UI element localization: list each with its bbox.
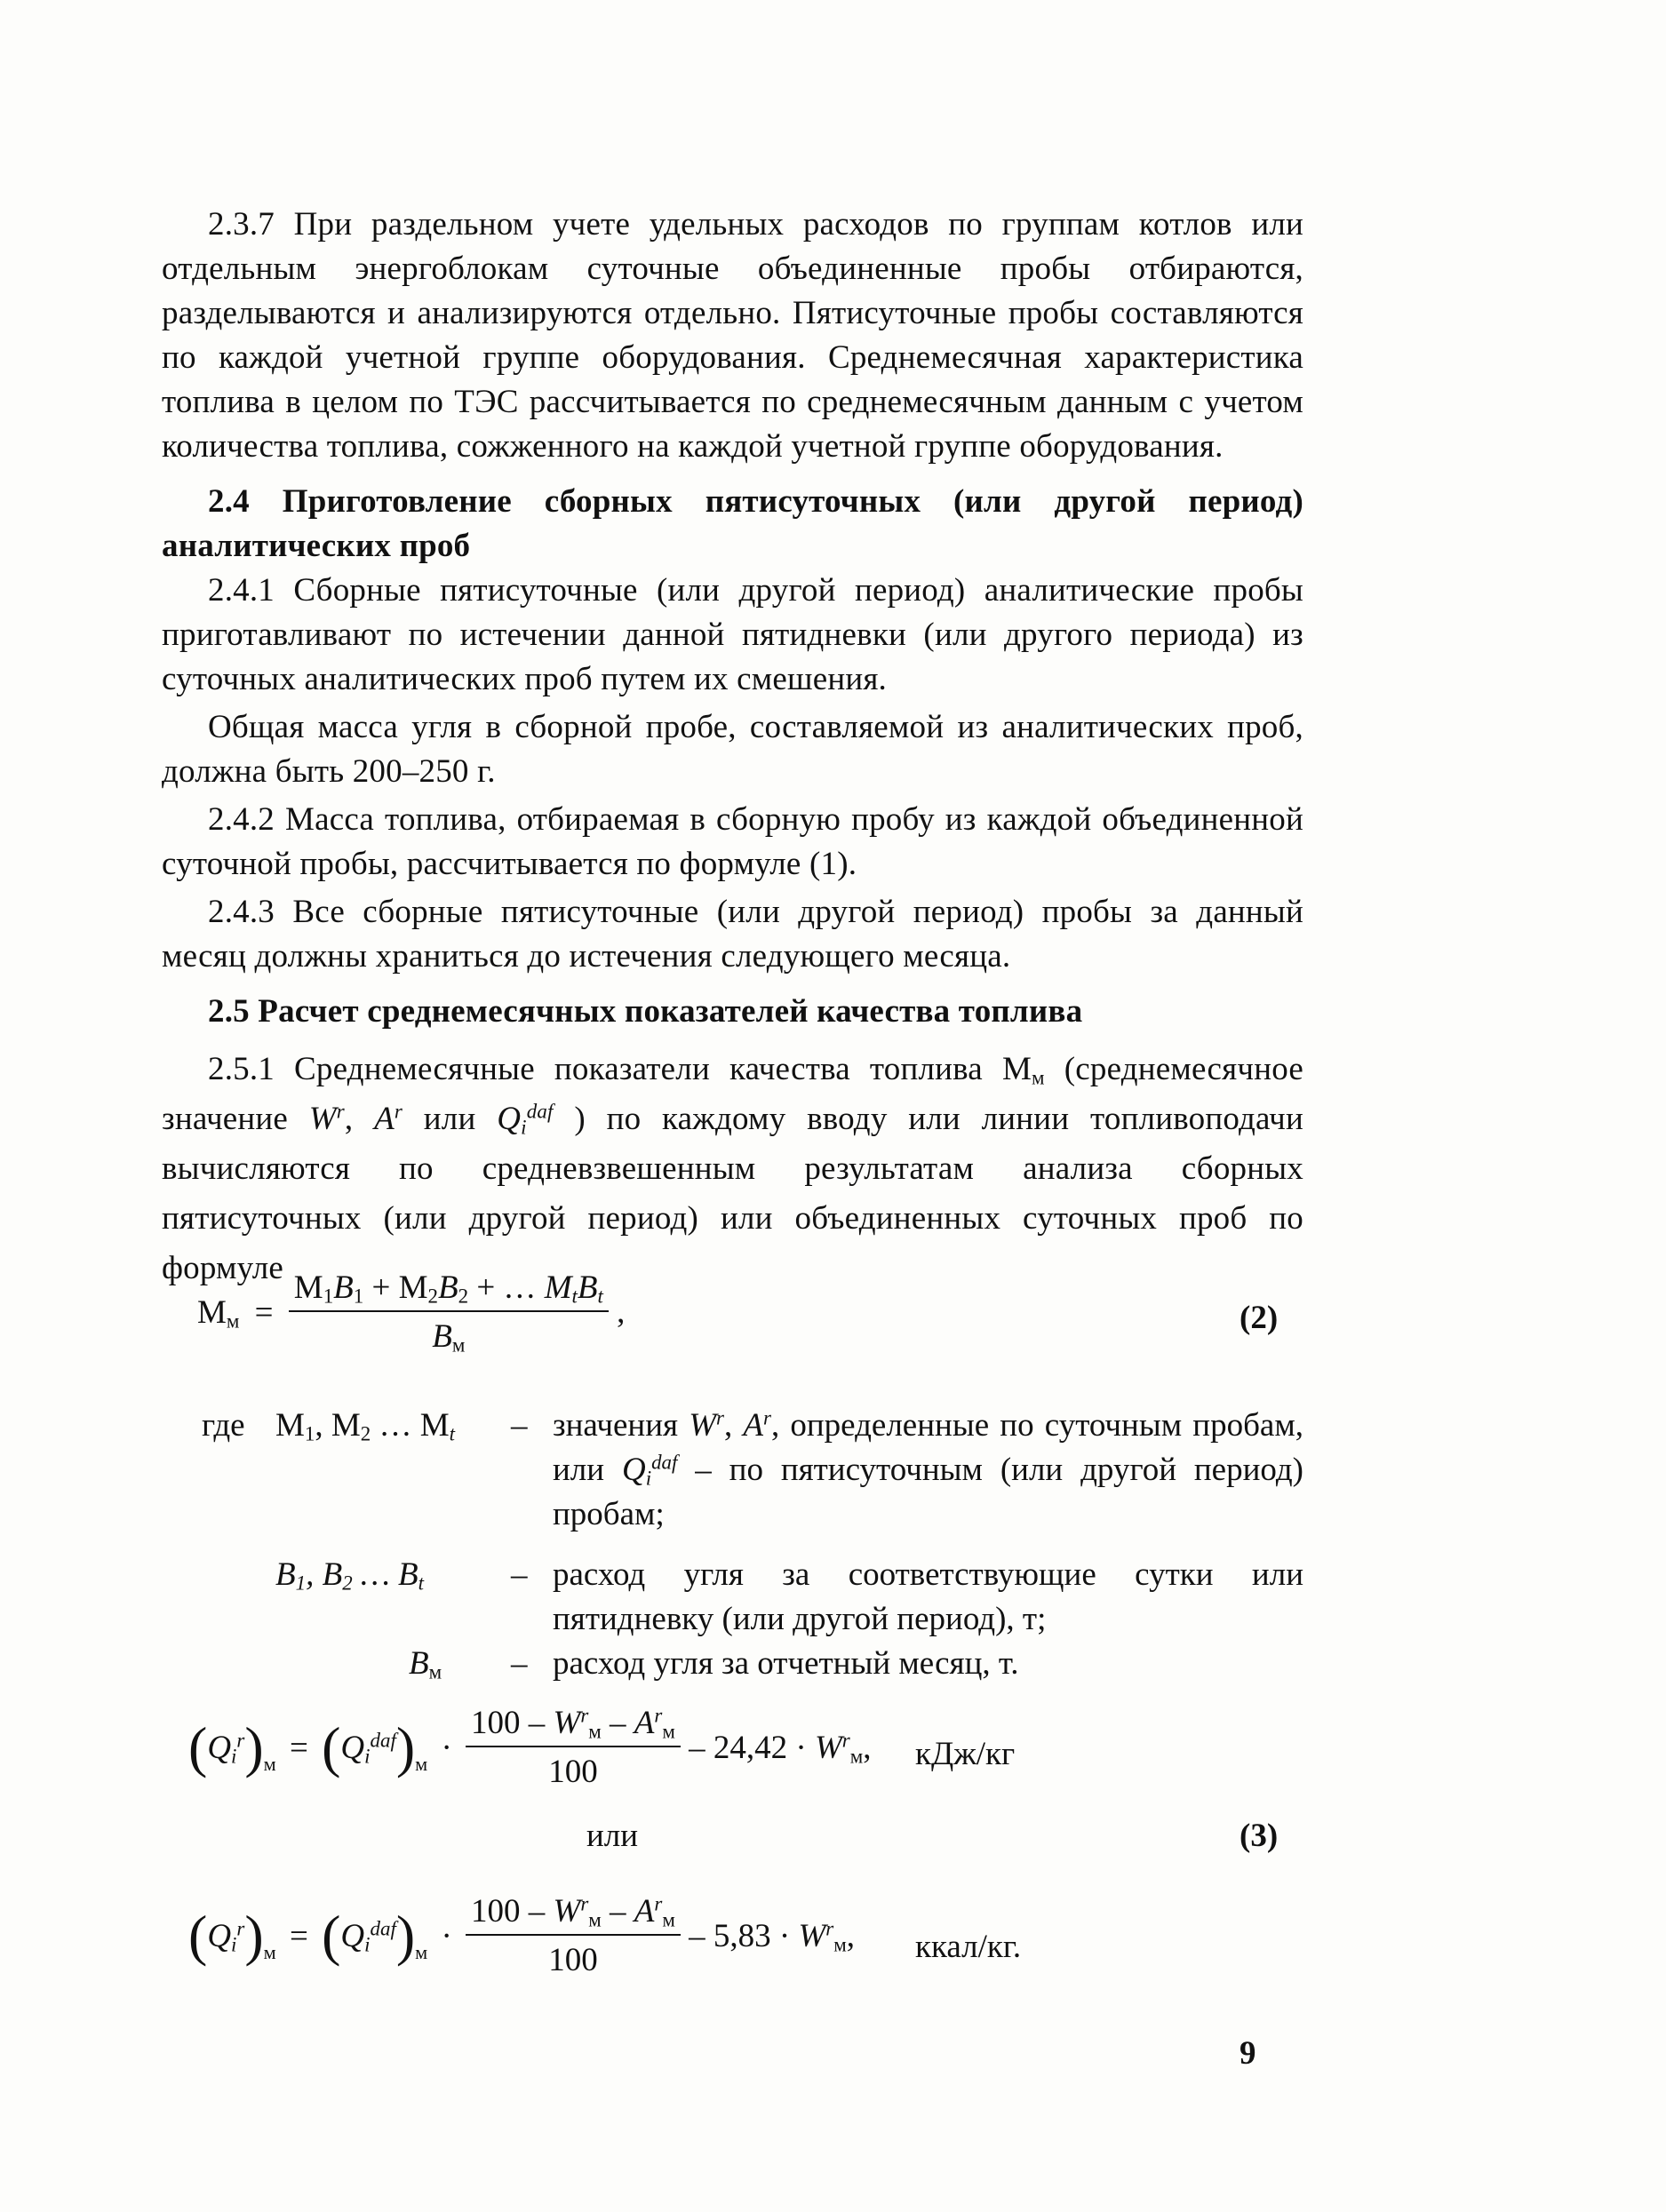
paragraph-2-4-3: 2.4.3 Все сборные пятисуточные (или другой период) пробы за данный месяц должны храниться до истечения следующего месяца. [162, 894, 1303, 975]
where-word: где [202, 1407, 245, 1444]
unit-kcal: ккал/кг. [915, 1929, 1022, 1965]
where-text-m: значения $W^r$, $A^r$, определенные по суточным пробам, или $Q_i^{daf}$ – по пятисуточным (или другой период) пробам; [553, 1406, 1304, 1532]
where-definitions: где $М_1$, $М_2$ … $М_t$ – значения $W^r$, $A^r$, определенные по суточным пробам, или $Q_i^{daf}$ – по пятисуточным (или другой период) пробам; $B_1$, $B_2$ … $B_t$ – расход угля за соответствующие сутки или пятидневку (или другой период), т; $B_м$ – расход угля за отчетный месяц, т. [162, 1404, 1308, 1635]
where-text-b: расход угля за соответствующие сутки или пятидневку (или другой период), т; [553, 1556, 1303, 1637]
section-heading-2-4: 2.4 Приготовление сборных пятисуточных (или другой период) аналитических проб [162, 483, 1303, 564]
formula-3-kj-fraction: $\frac{100 - W^r_м - A^r_м}{100}$ [466, 1704, 681, 1791]
formula-2-number: (2) [1240, 1300, 1279, 1336]
where-label-m: $М_1$, $М_2$ … $М_t$ [275, 1407, 456, 1445]
paragraph-2-4-1-mass: Общая масса угля в сборной пробе, составляемой из аналитических проб, должна быть 200–250 г. [162, 709, 1303, 790]
formula-2-numerator: $М_1B_1 + М_2B_2$ + … $M_tB_t$ [289, 1269, 609, 1312]
formula-2-fraction [289, 1269, 609, 1356]
formula-2-lhs: $М_м$ [197, 1293, 240, 1333]
formula-2: $М_м$ = $\frac{М_1B_1 + М_2B_2 + \dots M_tB_t}{B_м}$ , [197, 1269, 626, 1357]
formula-3-number: (3) [1240, 1818, 1279, 1854]
paragraph-2-5-1: 2.5.1 Среднемесячные показатели качества топлива $М_м$ (среднемесячное значение $W^r$, $A^r$ или $Q_i^{daf}$ ) по каждому вводу или линии топливоподачи вычисляются по средневзвешенным результатам анализа сборных пятисуточных (или другой период) или объединенных суточных проб по формуле [162, 1051, 1303, 1286]
page-number: 9 [1240, 2035, 1256, 2072]
paragraph-2-3-7: 2.3.7 При раздельном учете удельных расходов по группам котлов или отдельным энергоблокам суточные объединенные пробы отбираются, разделываются и анализируются отдельно. Пятисуточные пробы составляются по каждой учетной группе оборудования. Среднемесячная характеристика топлива в целом по ТЭС рассчитывается по среднемесячным данным с учетом количества топлива, сожженного на каждой учетной группе оборудования. [162, 206, 1303, 465]
where-label-bm: $B_м$ [409, 1645, 442, 1683]
unit-kj: кДж/кг [915, 1736, 1016, 1772]
formula-3-kcal-fraction: $\frac{100 - W^r_м - A^r_м}{100}$ [466, 1892, 681, 1979]
section-heading-2-5: 2.5 Расчет среднемесячных показателей качества топлива [208, 993, 1083, 1030]
body-text [162, 203, 1303, 1293]
formula-3-kj: $(Q_i^r)_м = (Q_i^{daf})_м$ · $\frac{100 - W^r_м - A^r_м}{100}$ – $24,42 \cdot W^r_м$, [188, 1704, 872, 1790]
formula-3-or: или [586, 1818, 639, 1854]
formula-2-denominator: $B_м$ [432, 1318, 466, 1357]
where-label-b: $B_1$, $B_2$ … $B_t$ [275, 1556, 425, 1595]
paragraph-2-4-2: 2.4.2 Масса топлива, отбираемая в сборную пробу из каждой объединенной суточной пробы, рассчитывается по формуле (1). [162, 801, 1303, 882]
where-text-bm: расход угля за отчетный месяц, т. [553, 1645, 1019, 1682]
paragraph-2-4-1: 2.4.1 Сборные пятисуточные (или другой период) аналитические пробы приготавливают по истечении данной пятидневки (или другого периода) из суточных аналитических проб путем их смешения. [162, 572, 1303, 697]
formula-3-kcal: $(Q_i^r)_м = (Q_i^{daf})_м$ · $\frac{100 - W^r_м - A^r_м}{100}$ – $5,83 \cdot W^r_м$, [188, 1892, 855, 1978]
